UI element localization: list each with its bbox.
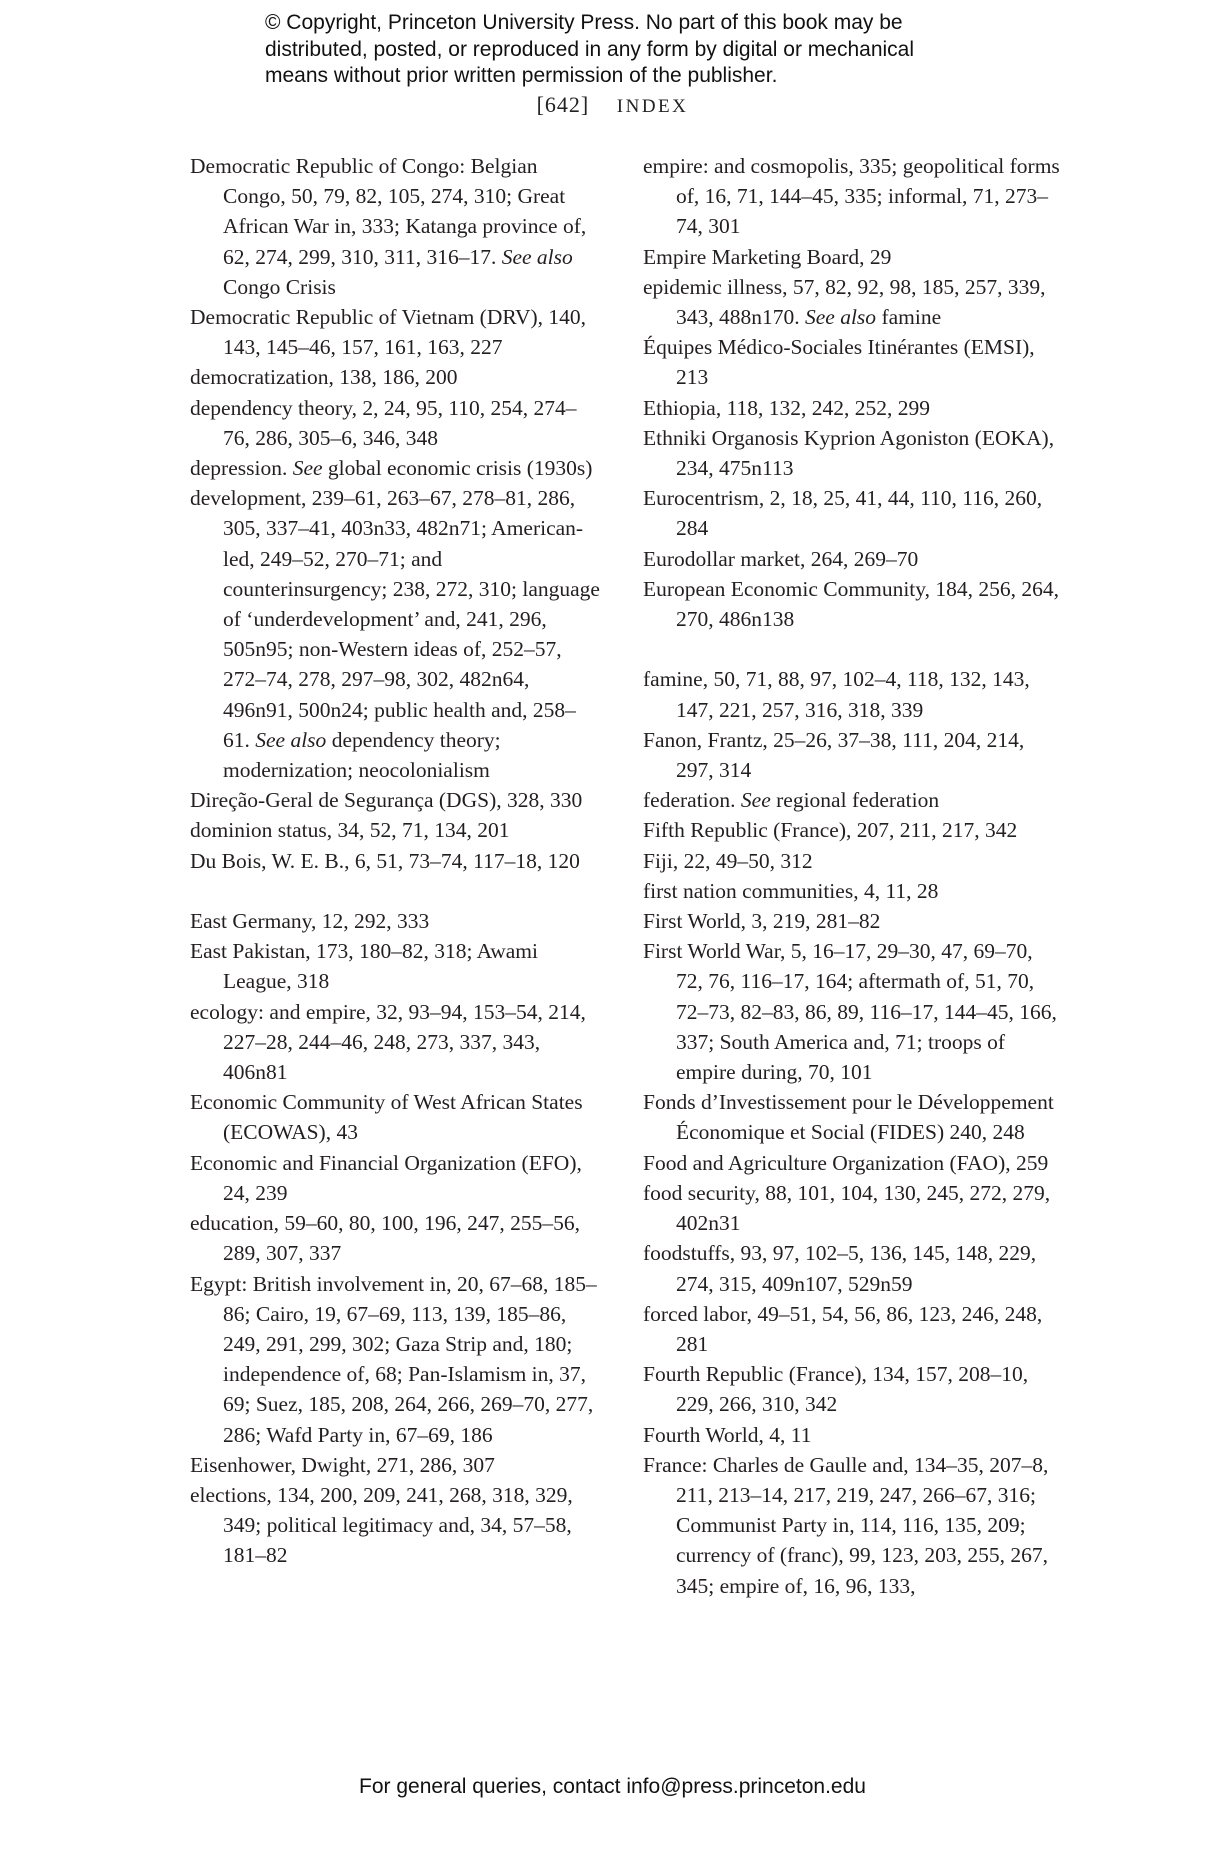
entry-text: empire: and cosmopolis, 335; geopolitical forms of, 16, 71, 144–45, 335; informal, 71, 273–74, 301 [643, 154, 1060, 239]
entry-text: Egypt: British involvement in, 20, 67–68, 185–86; Cairo, 19, 67–69, 113, 139, 185–86, 249, 291, 299, 302; Gaza Strip and, 180; independence of, 68; Pan-Islamism in, 37, 69; Suez, 185, 208, 264, 266, 269–70, 277, 286; Wafd Party in, 67–69, 186 [190, 1271, 597, 1447]
index-entry [190, 1269, 600, 1450]
entry-text: France: Charles de Gaulle and, 134–35, 207–8, 211, 213–14, 217, 219, 247, 266–67, 316; Communist Party in, 114, 116, 135, 209; currency of (franc), 99, 123, 203, 255, 267, 345; empire of, 16, 96, 133, [643, 1452, 1049, 1598]
index-entry [643, 574, 1063, 634]
entry-text: Fanon, Frantz, 25–26, 37–38, 111, 204, 214, 297, 314 [643, 727, 1025, 783]
index-entry [643, 1178, 1063, 1238]
entry-text: epidemic illness, 57, 82, 92, 98, 185, 257, 339, 343, 488n170. [643, 274, 1046, 330]
index-entry [190, 936, 600, 996]
copyright-line: © Copyright, Princeton University Press. No part of this book may be [265, 11, 903, 34]
letter-group-gap [643, 634, 1063, 664]
entry-text: global economic crisis (1930s) [322, 456, 593, 481]
index-entry [643, 1238, 1063, 1298]
entry-text: development, 239–61, 263–67, 278–81, 286, 305, 337–41, 403n33, 482n71; American-led, 249–52, 270–71; and counterinsurgency; 238, 272, 310; language of ‘underdevelopment’ and, 241, 296, 505n95; non-Western ideas of, 252–57, 272–74, 278, 297–98, 302, 482n64, 496n91, 500n24; public health and, 258–61. [190, 486, 600, 752]
entry-text: dependency theory; modernization; neocolonialism [223, 727, 501, 783]
index-entry [190, 151, 600, 302]
cross-reference-label: See also [255, 727, 327, 752]
entry-text: First World War, 5, 16–17, 29–30, 47, 69–70, 72, 76, 116–17, 164; aftermath of, 51, 70, 72–73, 82–83, 86, 89, 116–17, 144–45, 166, 337; South America and, 71; troops of empire during, 70, 101 [643, 939, 1057, 1085]
index-entry [643, 1420, 1063, 1450]
entry-text: Fourth World, 4, 11 [643, 1422, 812, 1447]
index-entry [643, 664, 1063, 724]
index-entry [190, 906, 600, 936]
entry-text: depression. [190, 456, 293, 481]
entry-text: dependency theory, 2, 24, 95, 110, 254, 274–76, 286, 305–6, 346, 348 [190, 395, 577, 450]
entry-text: forced labor, 49–51, 54, 56, 86, 123, 246, 248, 281 [643, 1301, 1043, 1356]
index-entry [190, 1208, 600, 1268]
index-column-left [190, 151, 600, 1571]
entry-text: Empire Marketing Board, 29 [643, 244, 892, 269]
index-entry [190, 1480, 600, 1571]
index-entry [190, 393, 600, 453]
entry-text: East Pakistan, 173, 180–82, 318; Awami League, 318 [190, 939, 538, 994]
index-entry [643, 815, 1063, 845]
entry-text: First World, 3, 219, 281–82 [643, 909, 881, 934]
entry-text: elections, 134, 200, 209, 241, 268, 318, 329, 349; political legitimacy and, 34, 57–58, 181–82 [190, 1482, 573, 1568]
running-title: INDEX [616, 96, 689, 117]
index-entry [643, 785, 1063, 815]
index-entry [643, 876, 1063, 906]
cross-reference-label: See [740, 788, 771, 813]
entry-text: Economic and Financial Organization (EFO), 24, 239 [190, 1150, 582, 1205]
index-entry [190, 1450, 600, 1480]
running-header [0, 92, 1225, 118]
entry-text: East Germany, 12, 292, 333 [190, 909, 430, 934]
entry-text: famine [876, 305, 942, 330]
index-entry [643, 1299, 1063, 1359]
index-entry [643, 272, 1063, 332]
index-entry [643, 423, 1063, 483]
entry-text: ecology: and empire, 32, 93–94, 153–54, 214, 227–28, 244–46, 248, 273, 337, 343, 406n81 [190, 999, 586, 1085]
entry-text: Du Bois, W. E. B., 6, 51, 73–74, 117–18, 120 [190, 848, 580, 873]
cross-reference-label: See also [805, 305, 877, 330]
entry-text: education, 59–60, 80, 100, 196, 247, 255–56, 289, 307, 337 [190, 1211, 580, 1266]
index-entry [643, 1359, 1063, 1419]
entry-text: Democratic Republic of Congo: Belgian Congo, 50, 79, 82, 105, 274, 310; Great African War in, 333; Katanga province of, 62, 274, 299, 310, 311, 316–17. [190, 154, 587, 269]
cross-reference-label: See also [501, 244, 573, 269]
index-entry [643, 332, 1063, 392]
entry-text: dominion status, 34, 52, 71, 134, 201 [190, 818, 510, 843]
index-entry [643, 393, 1063, 423]
entry-text: Fiji, 22, 49–50, 312 [643, 848, 813, 873]
index-entry [190, 453, 600, 483]
index-entry [190, 846, 600, 876]
entry-text: first nation communities, 4, 11, 28 [643, 878, 939, 903]
entry-text: Eurodollar market, 264, 269–70 [643, 546, 919, 571]
entry-text: Congo Crisis [223, 274, 336, 299]
index-entry [643, 846, 1063, 876]
entry-text: European Economic Community, 184, 256, 264, 270, 486n138 [643, 576, 1060, 632]
entry-text: Équipes Médico-Sociales Itinérantes (EMSI), 213 [643, 335, 1035, 390]
entry-text: famine, 50, 71, 88, 97, 102–4, 118, 132, 143, 147, 221, 257, 316, 318, 339 [643, 667, 1030, 722]
index-entry [643, 906, 1063, 936]
entry-text: Food and Agriculture Organization (FAO), 259 [643, 1150, 1049, 1175]
entry-text: Fourth Republic (France), 134, 157, 208–10, 229, 266, 310, 342 [643, 1362, 1029, 1417]
entry-text: regional federation [770, 788, 940, 813]
index-entry [643, 1450, 1063, 1601]
footer-contact: For general queries, contact info@press.princeton.edu [359, 1775, 866, 1798]
index-entry [190, 815, 600, 845]
cross-reference-label: See [292, 456, 323, 481]
index-entry [190, 302, 600, 362]
entry-text: Ethiopia, 118, 132, 242, 252, 299 [643, 395, 931, 420]
index-entry [643, 151, 1063, 242]
index-entry [643, 242, 1063, 272]
page-number: [642] [536, 92, 590, 117]
entry-text: food security, 88, 101, 104, 130, 245, 272, 279, 402n31 [643, 1180, 1051, 1236]
entry-text: federation. [643, 788, 741, 813]
entry-text: Democratic Republic of Vietnam (DRV), 140, 143, 145–46, 157, 161, 163, 227 [190, 305, 587, 360]
copyright-line: distributed, posted, or reproduced in any form by digital or mechanical [265, 37, 915, 61]
index-entry [643, 1148, 1063, 1178]
index-entry [190, 483, 600, 785]
index-entry [190, 1148, 600, 1208]
copyright-line: means without prior written permission of the publisher. [265, 64, 778, 87]
entry-text: democratization, 138, 186, 200 [190, 365, 458, 390]
letter-group-gap [190, 876, 600, 906]
index-entry [190, 362, 600, 392]
index-entry [190, 785, 600, 815]
index-entry [643, 725, 1063, 785]
entry-text: Eisenhower, Dwight, 271, 286, 307 [190, 1452, 495, 1477]
entry-text: Fifth Republic (France), 207, 211, 217, 342 [643, 818, 1018, 843]
entry-text: Direção-Geral de Segurança (DGS), 328, 330 [190, 788, 583, 813]
index-column-right [643, 151, 1063, 1601]
index-entry [643, 544, 1063, 574]
index-entry [643, 936, 1063, 1087]
entry-text: Fonds d’Investissement pour le Développement Économique et Social (FIDES) 240, 248 [643, 1090, 1054, 1145]
entry-text: Eurocentrism, 2, 18, 25, 41, 44, 110, 116, 260, 284 [643, 486, 1043, 541]
entry-text: Economic Community of West African States (ECOWAS), 43 [190, 1090, 583, 1145]
index-entry [643, 483, 1063, 543]
entry-text: foodstuffs, 93, 97, 102–5, 136, 145, 148, 229, 274, 315, 409n107, 529n59 [643, 1241, 1037, 1296]
index-entry [643, 1087, 1063, 1147]
entry-text: Ethniki Organosis Kyprion Agoniston (EOKA), 234, 475n113 [643, 425, 1055, 481]
copyright-notice [265, 10, 1025, 90]
index-entry [190, 1087, 600, 1147]
index-entry [190, 997, 600, 1088]
